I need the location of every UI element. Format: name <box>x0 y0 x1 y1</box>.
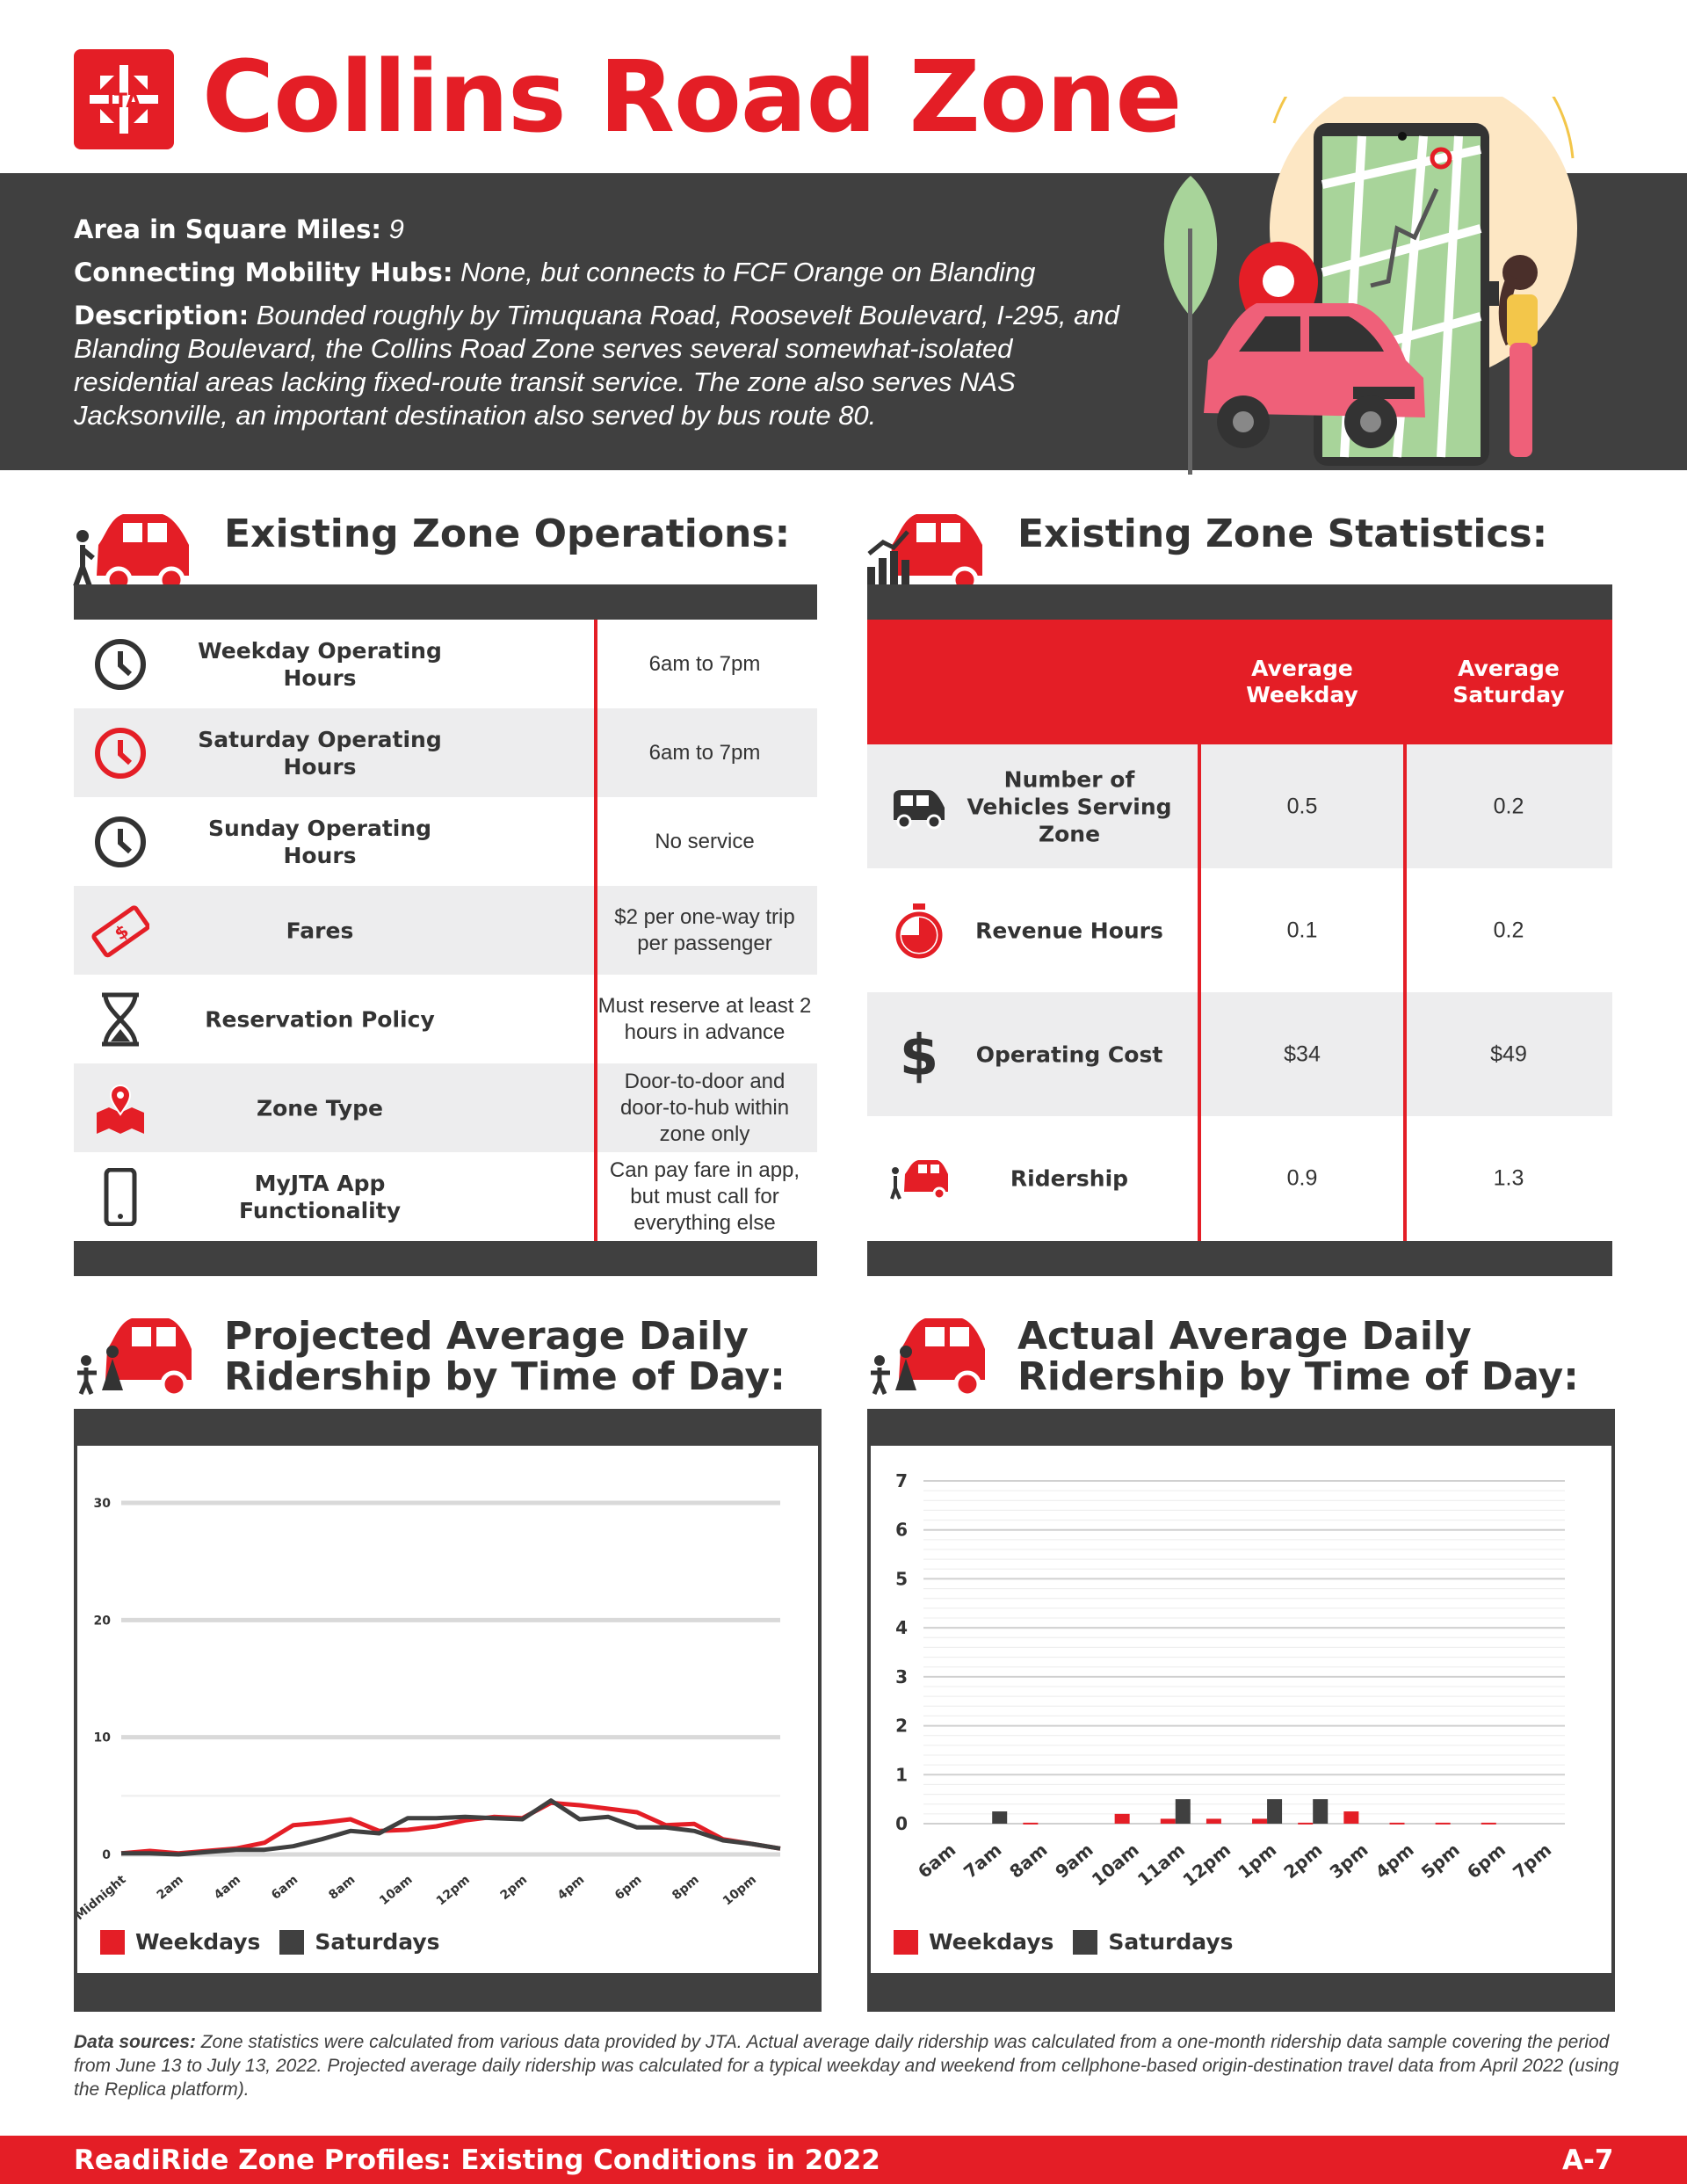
x-tick-label: 2pm <box>497 1872 531 1904</box>
y-tick-label: 20 <box>93 1614 111 1629</box>
legend-weekdays <box>894 1929 1053 1955</box>
x-tick-label: 12pm <box>1178 1839 1235 1891</box>
stat-row-saturday: 0.2 <box>1493 918 1524 942</box>
actual-legend <box>894 1929 1253 1955</box>
clock-icon <box>91 813 149 871</box>
y-tick-label: 1 <box>895 1764 908 1786</box>
data-sources-text: Zone statistics were calculated from various data provided by JTA. Actual average daily ridership was calculated from a one-month ridership data sample covering the period from June 13 to July 13, 2022. Projected average daily ridership was calculated for a typical weekday and weekend from cellphone-based origin-destination travel data from April 2022 (using the Replica platform). <box>74 2032 1619 2100</box>
ticket-icon <box>91 902 149 960</box>
ops-table-top-bar <box>74 584 817 620</box>
statistics-title: Existing Zone Statistics: <box>1017 512 1548 556</box>
y-tick-label: 4 <box>895 1617 908 1639</box>
bar-saturdays <box>1313 1799 1328 1824</box>
x-tick-label: 12pm <box>433 1872 473 1909</box>
bar-weekdays <box>1161 1818 1176 1824</box>
stat-row <box>867 744 1612 868</box>
y-tick-label: 3 <box>895 1665 908 1687</box>
svg-text:JTA: JTA <box>106 91 141 112</box>
clock-icon <box>91 724 149 782</box>
hero-illustration <box>1133 97 1625 475</box>
area-label: Area in Square Miles: <box>74 214 381 244</box>
area-value: 9 <box>388 214 404 244</box>
x-tick-label: 4pm <box>554 1872 588 1904</box>
ops-row-label: Sunday Operating Hours <box>207 815 432 868</box>
family-car-icon <box>70 1310 193 1397</box>
ops-divider <box>594 620 597 1241</box>
stat-row-label: Ridership <box>1010 1165 1129 1192</box>
bar-weekdays <box>1252 1818 1267 1824</box>
x-tick-label: 6am <box>269 1872 301 1903</box>
y-tick-label: 30 <box>93 1497 111 1511</box>
y-tick-label: 2 <box>895 1715 908 1737</box>
actual-title-line-1: Actual Average Daily <box>1017 1314 1472 1359</box>
legend-label-weekdays: Weekdays <box>135 1929 261 1955</box>
y-tick-label: 10 <box>93 1731 111 1745</box>
dollar-icon <box>890 1026 948 1084</box>
legend-saturdays <box>279 1929 439 1955</box>
y-tick-label: 0 <box>895 1813 908 1834</box>
legend-label-saturdays: Saturdays <box>1108 1929 1234 1955</box>
x-tick-label: 7pm <box>1509 1839 1556 1883</box>
svg-text:$: $ <box>899 1025 939 1084</box>
bar-saturdays <box>992 1811 1007 1824</box>
series-line-saturdays <box>121 1801 780 1854</box>
stat-row-saturday: 0.2 <box>1493 794 1524 818</box>
stat-row-weekday: $34 <box>1284 1041 1321 1066</box>
ops-row-label: Weekday Operating Hours <box>198 637 442 691</box>
legend-swatch-saturdays <box>279 1930 304 1955</box>
bar-weekdays <box>1436 1823 1451 1825</box>
ops-row-label: Fares <box>286 918 354 943</box>
projected-title-line-1: Projected Average Daily <box>224 1314 749 1359</box>
projected-title-line-2: Ridership by Time of Day: <box>224 1354 786 1399</box>
actual-title-line-2: Ridership by Time of Day: <box>1017 1354 1579 1399</box>
projected-chart-area <box>77 1446 818 1973</box>
projected-legend <box>100 1929 460 1955</box>
bar-weekdays <box>1343 1811 1358 1824</box>
bar-weekdays <box>1023 1823 1038 1825</box>
hubs-label: Connecting Mobility Hubs: <box>74 258 453 287</box>
legend-swatch-saturdays <box>1073 1930 1097 1955</box>
stat-row-saturday: 1.3 <box>1493 1165 1524 1191</box>
x-tick-label: 6pm <box>612 1872 645 1904</box>
zone-info <box>74 213 1119 442</box>
legend-saturdays <box>1073 1929 1233 1955</box>
stat-table-top-bar <box>867 584 1612 620</box>
hubs-value: None, but connects to FCF Orange on Blanding <box>460 257 1036 287</box>
stat-row <box>867 992 1612 1116</box>
operations-table <box>74 584 817 1279</box>
ops-row-value: Door-to-door and door-to-hub within zone only <box>619 1069 790 1146</box>
description-label: Description: <box>74 301 250 330</box>
ops-row <box>74 708 817 797</box>
projected-ridership-chart <box>77 1446 818 1973</box>
stat-col-weekday: Average Weekday <box>1246 656 1358 707</box>
x-tick-label: 7am <box>959 1839 1006 1883</box>
legend-label-saturdays: Saturdays <box>315 1929 440 1955</box>
ops-row <box>74 1152 817 1241</box>
ops-row-value: 6am to 7pm <box>648 740 761 765</box>
legend-swatch-weekdays <box>100 1930 125 1955</box>
ops-row-value: Must reserve at least 2 hours in advance <box>597 993 812 1044</box>
x-tick-label: 4am <box>211 1872 244 1903</box>
x-tick-label: 9am <box>1051 1839 1097 1883</box>
van-icon <box>890 778 948 836</box>
ops-row <box>74 886 817 975</box>
stat-row-weekday: 0.5 <box>1286 794 1318 818</box>
projected-title <box>224 1314 786 1399</box>
x-tick-label: 4pm <box>1371 1839 1418 1883</box>
bar-saturdays <box>1176 1799 1191 1824</box>
page-title: Collins Road Zone <box>202 40 1182 155</box>
rider-car-icon <box>890 1150 948 1208</box>
x-tick-label: 10am <box>1087 1839 1143 1890</box>
legend-swatch-weekdays <box>894 1930 918 1955</box>
ops-row <box>74 975 817 1063</box>
ops-row <box>74 1063 817 1152</box>
stat-row-label: Number of Vehicles Serving Zone <box>967 766 1172 846</box>
ops-row <box>74 620 817 708</box>
x-tick-label: 6pm <box>1462 1839 1510 1883</box>
x-tick-label: 2pm <box>1279 1839 1327 1883</box>
x-tick-label: 10am <box>377 1872 416 1909</box>
data-sources-label: Data sources: <box>74 2032 196 2052</box>
stat-table-bottom-bar <box>867 1241 1612 1276</box>
bar-saturdays <box>1267 1799 1282 1824</box>
x-tick-label: 6am <box>913 1839 960 1883</box>
clock-icon <box>91 635 149 693</box>
bar-weekdays <box>1206 1818 1221 1824</box>
y-tick-label: 0 <box>102 1848 111 1862</box>
stat-row-label: Operating Cost <box>975 1041 1163 1067</box>
bar-weekdays <box>1298 1823 1313 1825</box>
stat-row <box>867 1116 1612 1241</box>
ops-row-value: No service <box>655 829 755 853</box>
car-walker-icon <box>70 505 193 593</box>
bar-weekdays <box>1481 1823 1496 1825</box>
svg-text:$: $ <box>110 919 133 944</box>
stat-row-saturday: $49 <box>1490 1041 1527 1066</box>
actual-ridership-chart <box>871 1446 1611 1973</box>
ops-table-bottom-bar <box>74 1241 817 1276</box>
legend-weekdays <box>100 1929 260 1955</box>
operations-title: Existing Zone Operations: <box>224 512 791 556</box>
stat-row-label: Revenue Hours <box>975 918 1163 943</box>
projected-chart-panel <box>74 1409 822 2012</box>
hourglass-icon <box>91 990 149 1048</box>
x-tick-label: Midnight <box>77 1872 129 1924</box>
footer-title: ReadiRide Zone Profiles: Existing Conditions in 2022 <box>74 2144 880 2176</box>
x-tick-label: 8pm <box>670 1872 702 1904</box>
actual-title <box>1017 1314 1579 1399</box>
stat-col-saturday: Average Saturday <box>1452 656 1565 707</box>
stat-row-weekday: 0.1 <box>1286 918 1318 942</box>
ops-row-label: Zone Type <box>257 1095 383 1121</box>
stat-divider-1 <box>1198 620 1201 1241</box>
car-chart-icon <box>864 505 987 593</box>
y-tick-label: 5 <box>895 1568 908 1590</box>
ops-row-label: Reservation Policy <box>205 1006 435 1032</box>
ops-row-value: 6am to 7pm <box>648 651 761 676</box>
x-tick-label: 11am <box>1133 1839 1189 1890</box>
stat-header-row <box>867 620 1612 744</box>
x-tick-label: 10pm <box>720 1872 759 1909</box>
page-number: A-7 <box>1562 2144 1614 2176</box>
ops-row-value: $2 per one-way trip per passenger <box>614 904 795 955</box>
data-sources-note <box>74 2030 1620 2101</box>
x-tick-label: 2am <box>154 1872 186 1903</box>
jta-logo-icon <box>74 49 174 149</box>
actual-chart-panel <box>867 1409 1615 2012</box>
bar-weekdays <box>1390 1823 1405 1825</box>
x-tick-label: 3pm <box>1325 1839 1372 1883</box>
actual-chart-area <box>871 1446 1611 1973</box>
map-pin-icon <box>91 1079 149 1137</box>
x-tick-label: 5pm <box>1416 1839 1464 1883</box>
ops-row-label: MyJTA App Functionality <box>239 1170 401 1223</box>
x-tick-label: 1pm <box>1234 1839 1281 1883</box>
ops-row-value: Can pay fare in app, but must call for everything else <box>609 1157 800 1235</box>
x-tick-label: 8am <box>1005 1839 1052 1883</box>
y-tick-label: 6 <box>895 1519 908 1541</box>
ops-row <box>74 797 817 886</box>
statistics-table <box>867 584 1612 1279</box>
phone-icon <box>91 1168 149 1226</box>
x-tick-label: 8am <box>326 1872 358 1903</box>
stat-row <box>867 868 1612 992</box>
bar-weekdays <box>1115 1814 1130 1824</box>
family-car-icon <box>864 1310 987 1397</box>
stat-divider-2 <box>1403 620 1407 1241</box>
stopwatch-icon <box>890 902 948 960</box>
y-tick-label: 7 <box>895 1470 908 1491</box>
stat-row-weekday: 0.9 <box>1286 1165 1318 1191</box>
legend-label-weekdays: Weekdays <box>929 1929 1054 1955</box>
description-value: Bounded roughly by Timuquana Road, Roosevelt Boulevard, I-295, and Blanding Boulevard, the Collins Road Zone serves several somewhat-isolated residential areas lacking fixed-route transit service. The zone also serves NAS Jacksonville, an important destination also served by bus route 80. <box>74 300 1119 431</box>
ops-row-label: Saturday Operating Hours <box>198 726 442 780</box>
